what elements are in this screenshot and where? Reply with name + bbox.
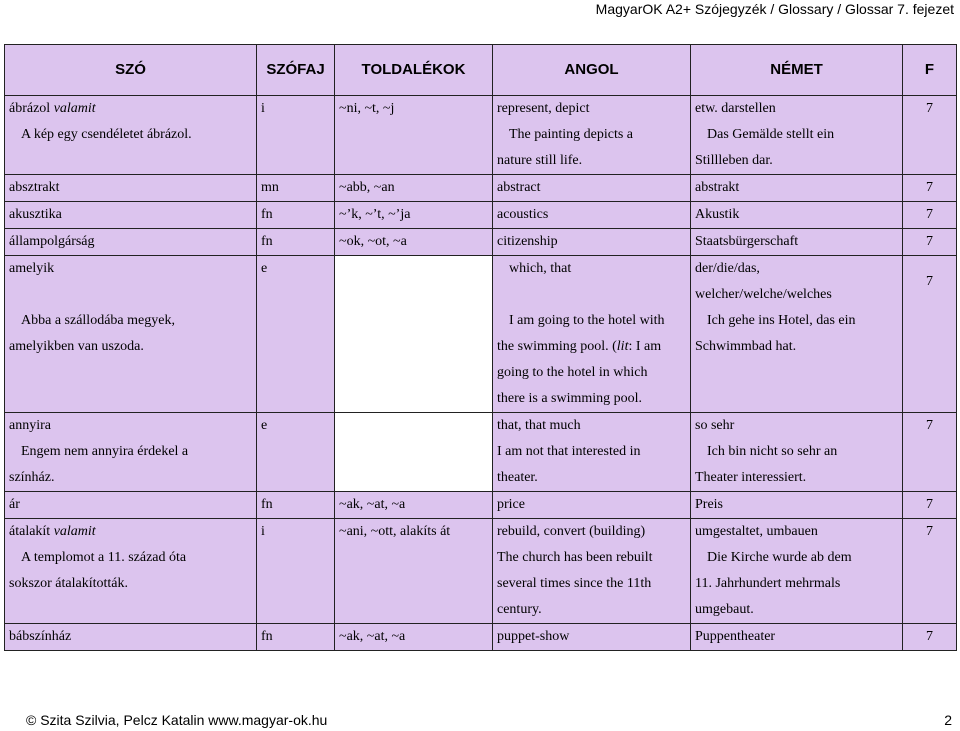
col-header-pos: SZÓFAJ bbox=[257, 45, 335, 96]
suffix-cell: ~ok, ~ot, ~a bbox=[335, 229, 493, 256]
pos-cell: e bbox=[257, 413, 335, 492]
german-cell: Preis bbox=[691, 492, 903, 519]
word-cell: ár bbox=[5, 492, 257, 519]
suffix-cell-empty bbox=[335, 413, 493, 492]
english-cell: which, that I am going to the hotel with the swimming pool. (lit: I am going to the hotel in which there is a swimming pool. bbox=[493, 256, 691, 413]
english-cell: rebuild, convert (building) The church has been rebuilt several times since the 11th century. bbox=[493, 519, 691, 624]
english-cell: citizenship bbox=[493, 229, 691, 256]
table-row bbox=[5, 229, 957, 256]
chapter-cell: 7 bbox=[903, 256, 957, 413]
table-row bbox=[5, 624, 957, 651]
table-row bbox=[5, 256, 957, 413]
german-cell: Staatsbürgerschaft bbox=[691, 229, 903, 256]
pos-cell: e bbox=[257, 256, 335, 413]
pos-cell: i bbox=[257, 96, 335, 175]
page-header-title: MagyarOK A2+ Szójegyzék / Glossary / Glossar 7. fejezet bbox=[595, 1, 954, 17]
english-cell: puppet-show bbox=[493, 624, 691, 651]
word-cell: absztrakt bbox=[5, 175, 257, 202]
word-cell: annyira Engem nem annyira érdekel a színház. bbox=[5, 413, 257, 492]
chapter-cell: 7 bbox=[903, 413, 957, 492]
german-cell: Akustik bbox=[691, 202, 903, 229]
english-cell: acoustics bbox=[493, 202, 691, 229]
word-cell: amelyik Abba a szállodába megyek, amelyikben van uszoda. bbox=[5, 256, 257, 413]
german-cell: Puppentheater bbox=[691, 624, 903, 651]
table-row bbox=[5, 202, 957, 229]
table-row bbox=[5, 175, 957, 202]
suffix-cell: ~ak, ~at, ~a bbox=[335, 492, 493, 519]
chapter-cell: 7 bbox=[903, 229, 957, 256]
pos-cell: i bbox=[257, 519, 335, 624]
english-cell: represent, depict The painting depicts a nature still life. bbox=[493, 96, 691, 175]
word-cell: ábrázol valamit A kép egy csendéletet ábrázol. bbox=[5, 96, 257, 175]
german-cell: etw. darstellen Das Gemälde stellt ein Stillleben dar. bbox=[691, 96, 903, 175]
chapter-cell: 7 bbox=[903, 96, 957, 175]
pos-cell: fn bbox=[257, 624, 335, 651]
chapter-cell: 7 bbox=[903, 624, 957, 651]
footer-copyright: © Szita Szilvia, Pelcz Katalin www.magyar-ok.hu bbox=[26, 712, 328, 728]
pos-cell: fn bbox=[257, 492, 335, 519]
word-cell: átalakít valamit A templomot a 11. század óta sokszor átalakították. bbox=[5, 519, 257, 624]
suffix-cell: ~ni, ~t, ~j bbox=[335, 96, 493, 175]
table-row bbox=[5, 96, 957, 175]
english-cell: that, that much I am not that interested in theater. bbox=[493, 413, 691, 492]
german-cell: so sehr Ich bin nicht so sehr an Theater interessiert. bbox=[691, 413, 903, 492]
word-cell: bábszínház bbox=[5, 624, 257, 651]
german-cell: der/die/das, welcher/welche/welches Ich gehe ins Hotel, das ein Schwimmbad hat. bbox=[691, 256, 903, 413]
col-header-english: ANGOL bbox=[493, 45, 691, 96]
suffix-cell: ~’k, ~’t, ~’ja bbox=[335, 202, 493, 229]
chapter-cell: 7 bbox=[903, 519, 957, 624]
table-row bbox=[5, 519, 957, 624]
pos-cell: fn bbox=[257, 202, 335, 229]
german-cell: umgestaltet, umbauen Die Kirche wurde ab dem 11. Jahrhundert mehrmals umgebaut. bbox=[691, 519, 903, 624]
col-header-german: NÉMET bbox=[691, 45, 903, 96]
chapter-cell: 7 bbox=[903, 175, 957, 202]
col-header-suffixes: TOLDALÉKOK bbox=[335, 45, 493, 96]
col-header-chapter: F bbox=[903, 45, 957, 96]
page-number: 2 bbox=[944, 712, 952, 728]
suffix-cell-empty bbox=[335, 256, 493, 413]
english-cell: abstract bbox=[493, 175, 691, 202]
chapter-cell: 7 bbox=[903, 492, 957, 519]
chapter-cell: 7 bbox=[903, 202, 957, 229]
word-cell: akusztika bbox=[5, 202, 257, 229]
english-cell: price bbox=[493, 492, 691, 519]
suffix-cell: ~ak, ~at, ~a bbox=[335, 624, 493, 651]
table-row bbox=[5, 413, 957, 492]
german-cell: abstrakt bbox=[691, 175, 903, 202]
glossary-table bbox=[4, 44, 957, 651]
suffix-cell: ~abb, ~an bbox=[335, 175, 493, 202]
page-footer bbox=[6, 710, 954, 730]
col-header-word: SZÓ bbox=[5, 45, 257, 96]
pos-cell: fn bbox=[257, 229, 335, 256]
table-row bbox=[5, 492, 957, 519]
table-header-row bbox=[5, 45, 957, 96]
word-cell: állampolgárság bbox=[5, 229, 257, 256]
pos-cell: mn bbox=[257, 175, 335, 202]
suffix-cell: ~ani, ~ott, alakíts át bbox=[335, 519, 493, 624]
